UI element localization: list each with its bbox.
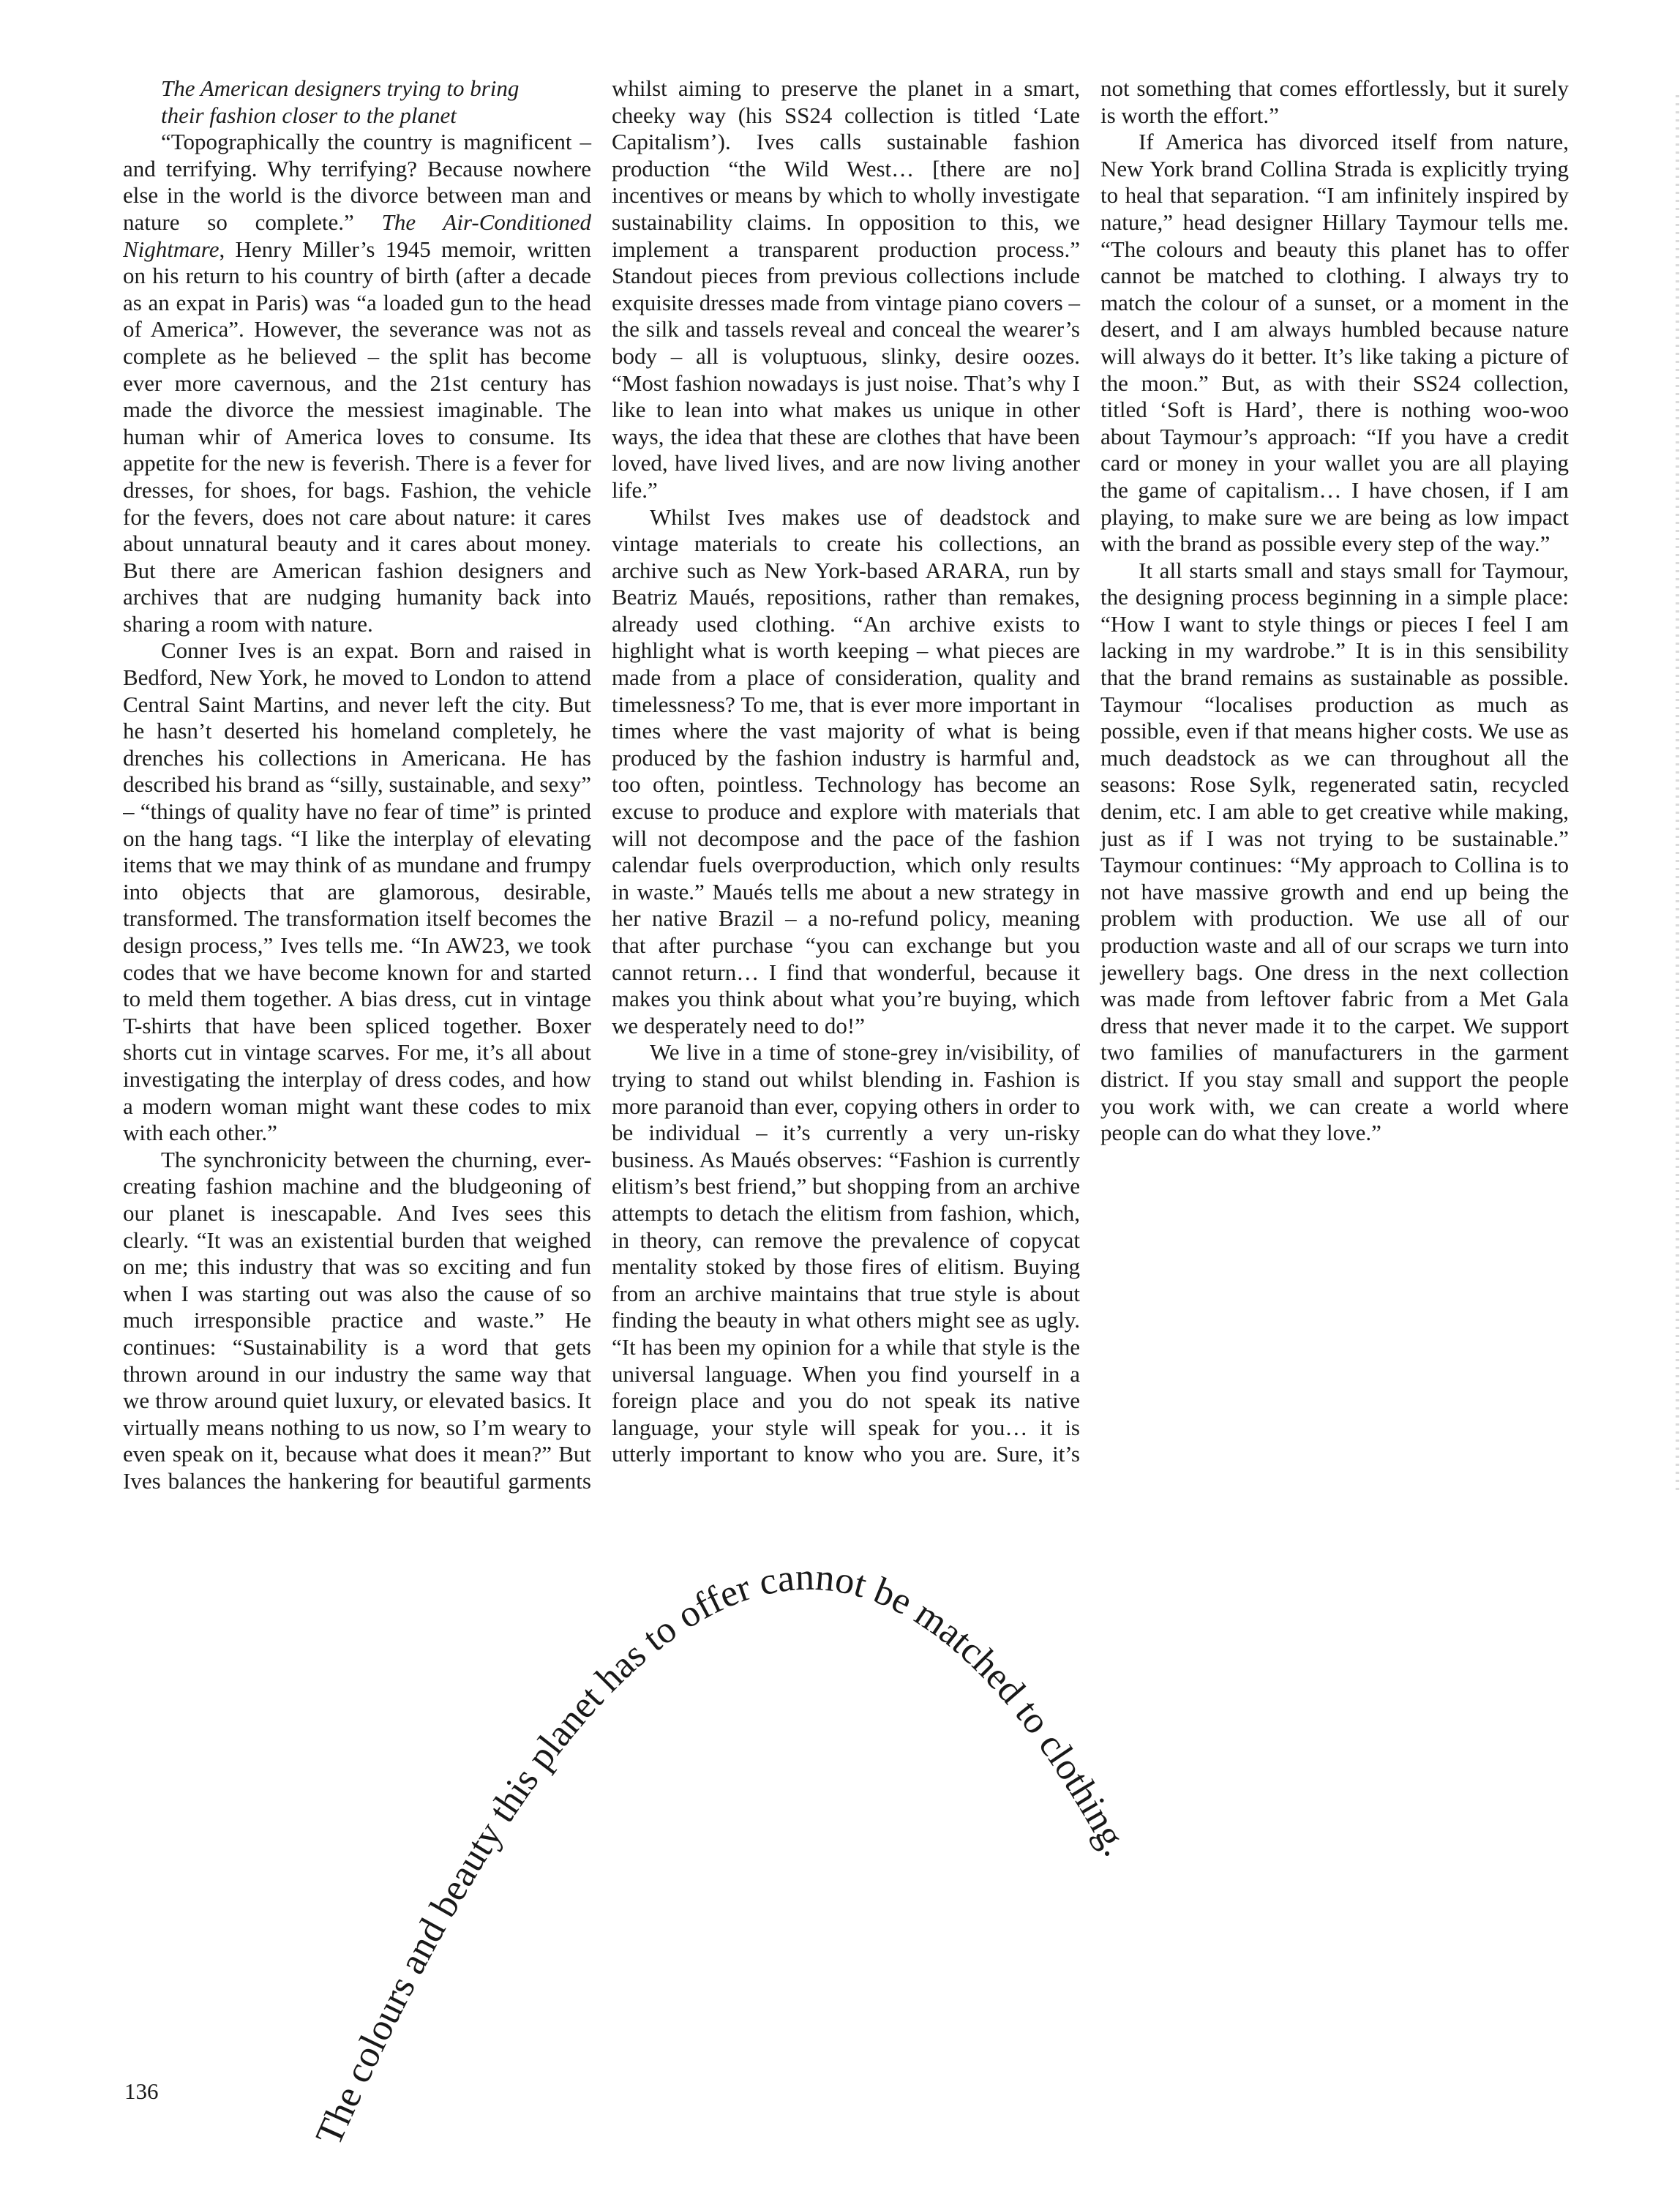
paragraph-text: , Henry Miller’s 1945 memoir, written on his return to his country of birth (after a decade as an expat in Paris) was “a loaded gun to the head of America”. However, the severance was not as complete as he believed – the split has become ever more cavernous, and the 21st century has made the divorce the messiest imaginable. The human whir of America loves to consume. Its appetite for the new is feverish. There is a fever for dresses, for shoes, for bags. Fashion, the vehicle for the fevers, does not care about nature: it cares about unnatural beauty and it cares about money. But there are American fashion designers and archives that are nudging humanity back into sharing a room with nature.	[123, 236, 591, 637]
paragraph-text: We live in a time of stone-grey in/visibility, of trying to stand out whilst blending in. Fashion is more paranoid than ever, copying others in order to be individual – it’s currently a very un-risky business. As Maués observes: “Fashion is currently elitism’s best friend,” but shopping from an archive attempts to detach the elitism from fashion, which, in theory, can remove the prevalence of copycat mentality stoked by those fires of elitism. Buying from an archive maintains that true style is about finding the beauty in what others might see as ugly. “It has been my opinion for a while that style is the universal language. When you find yourself in a foreign place and you do not speak its native language, your style will speak for you… it is utterly important to know who you are. Sure, it’s not something that comes effortlessly, but it surely is worth the effort.”	[612, 75, 1569, 1467]
page-number: 136	[124, 2078, 159, 2104]
paragraph-text: Conner Ives is an expat. Born and raised in Bedford, New York, he moved to London to attend Central Saint Martins, and never left the city. But he hasn’t deserted his homeland completely, he drenches his collections in Americana. He has described his brand as “silly, sustainable, and sexy” – “things of quality have no fear of time” is printed on the hang tags. “I like the interplay of elevating items that we may think of as mundane and frumpy into objects that are glamorous, desirable, transformed. The transformation itself becomes the design process,” Ives tells me. “In AW23, we took codes that we have become known for and started to meld them together. A bias dress, cut in vintage T-shirts that have been spliced together. Boxer shorts cut in vintage scarves. For me, it’s all about investigating the interplay of dress codes, and how a modern woman might want these codes to mix with each other.”	[123, 637, 591, 1146]
paragraph-text: Whilst Ives makes use of deadstock and vintage materials to create his collections, an archive such as New York-based ARARA, run by Beatriz Maués, repositions, rather than remakes, already used clothing. “An archive exists to highlight what is worth keeping – what pieces are made from a place of consideration, quality and timelessness? To me, that is ever more important in times where the vast majority of what is being produced by the fashion industry is harmful and, too often, pointless. Technology has become an excuse to produce and explore with materials that will not decompose and the pace of the fashion calendar fuels overproduction, which only results in waste.” Maués tells me about a new strategy in her native Brazil – a no-refund policy, meaning that after purchase “you can exchange but you cannot return… I find that wonderful, because it makes you think about what you’re buying, which we desperately need to do!”	[612, 503, 1080, 1038]
page-edge-artifacts	[1676, 95, 1679, 1493]
paragraph-text: It all starts small and stays small for Taymour, the designing process beginning in a simple place: “How I want to style things or pieces I feel I am lacking in my wardrobe.” It is in this sensibility that the brand remains as sustainable as possible. Taymour “localises production as much as possible, even if that means higher costs. We use as much deadstock as we can throughout all the seasons: Rose Sylk, regenerated satin, recycled denim, etc. I am able to get creative while making, just as if I was not trying to be sustainable.” Taymour continues: “My approach to Collina is to not have massive growth and end up being the problem with production. We use all of our production waste and all of our scraps we turn into jewellery bags. One dress in the next collection was made from leftover fabric from a Met Gala dress that never made it to the carpet. We support two families of manufacturers in the garment district. If you stay small and support the people you work with, we can create a world where people can do what they love.”	[1100, 557, 1569, 1146]
paragraph-text: The synchronicity between the churning, ever-creating fashion machine and the bludgeoning of our planet is inescapable. And Ives sees this clearly. “It was an existential burden that weighed on me; this industry that was so exciting and fun when I was starting out was also the cause of so much irresponsible practice and waste.” He continues: “Sustainability is a word that gets thrown around in our industry the same way that we throw around quiet luxury, or elevated basics. It virtually means nothing to us now, so I’m weary to even speak on it, because what does it mean?” But Ives balances the hankering for beautiful garments whilst aiming to preserve the planet in a smart, cheeky way (his SS24 collection is titled ‘Late Capitalism’). Ives calls sustainable fashion production “the Wild West… [there are no] incentives or means by which to wholly investigate sustainability claims. In opposition to this, we implement a transparent production process.” Standout pieces from previous collections include exquisite dresses made from vintage piano covers – the silk and tassels reveal and conceal the wearer’s body – all is voluptuous, slinky, desire oozes. “Most fashion nowadays is just noise. That’s why I like to lean into what makes us unique in other ways, the idea that these are clothes that have been loved, have lived lives, and are now living another life.”	[123, 75, 1080, 1494]
article-heading-line: their fashion closer to the planet	[161, 102, 457, 128]
curved-quote-text: The colours and beauty this planet has to offer cannot be matched to clothing.	[307, 1556, 1137, 2152]
paragraph-text: If America has divorced itself from nature, New York brand Collina Strada is explicitly trying to heal that separation. “I am infinitely inspired by nature,” head designer Hillary Taymour tells me. “The colours and beauty this planet has to offer cannot be matched to clothing. I always try to match the colour of a sunset, or a moment in the desert, and I am always humbled because nature will always do it better. It’s like taking a picture of the moon.” But, as with their SS24 collection, titled ‘Soft is Hard’, there is nothing woo-woo about Taymour’s approach: “If you have a credit card or money in your wallet you are all playing the game of capitalism… I have chosen, if I am playing, to make sure we are being as low impact with the brand as possible every step of the way.”	[1100, 129, 1569, 557]
book-title-italic: The Air-Conditioned Nightmare	[123, 209, 591, 262]
paragraph-text: “Topographically the country is magnificent – and terrifying. Why terrifying? Because nowhere else in the world is the divorce between man and nature so complete.”	[123, 129, 591, 235]
article-heading-line: The American designers trying to bring	[161, 75, 520, 101]
